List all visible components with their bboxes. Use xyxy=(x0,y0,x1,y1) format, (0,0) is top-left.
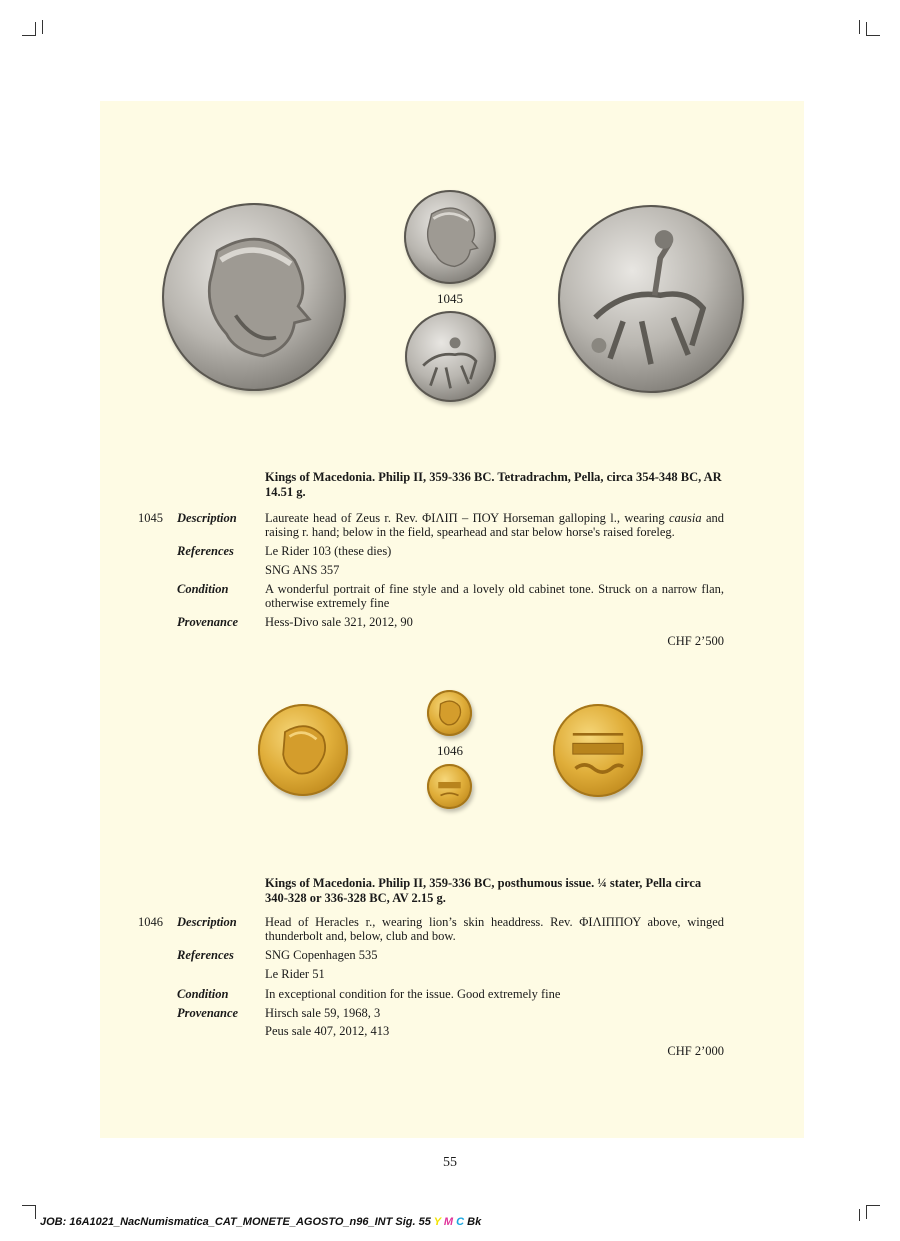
lot-1046-obverse-small-image xyxy=(427,690,472,736)
heracles-head-icon xyxy=(258,704,348,796)
page-number: 55 xyxy=(443,1155,457,1170)
lot-1046-number: 1046 xyxy=(138,915,163,929)
lot-1046-image-label: 1046 xyxy=(437,743,463,758)
job-slug-black: Bk xyxy=(467,1216,482,1228)
lot-1046-price: CHF 2’000 xyxy=(667,1044,724,1058)
lot-1046-obverse-large-image xyxy=(258,704,348,796)
lot-1046-provenance-1: Hirsch sale 59, 1968, 3 xyxy=(265,1006,381,1020)
lot-1045-provenance-1: Hess-Divo sale 321, 2012, 90 xyxy=(265,615,413,629)
lot-1045-image-label: 1045 xyxy=(437,291,463,306)
lot-1045-description-emphasis: causia xyxy=(668,511,702,525)
lot-1046-reverse-small-image xyxy=(427,764,472,809)
horseman-small-icon xyxy=(405,311,496,402)
lot-1045-reference-1: Le Rider 103 (these dies) xyxy=(265,544,392,558)
lot-1046-description: Head of Heracles r., wearing lion’s skin headdress. Rev. ΦΙΛΙΠΠΟΥ above, winged thunderbolt and, below, club and bow. xyxy=(265,915,724,943)
zeus-head-small-icon xyxy=(404,190,496,284)
lot-1045-references-label: References xyxy=(177,544,234,558)
lot-1045-number: 1045 xyxy=(138,511,163,525)
zeus-head-icon xyxy=(162,203,346,391)
lot-1045-condition: A wonderful portrait of fine style and a lovely old cabinet tone. Struck on a narrow flan, otherwise extremely fine xyxy=(265,582,724,610)
lot-1046-references-label: References xyxy=(177,948,234,962)
lot-1045-description-start: Laureate head of Zeus r. Rev. ΦΙΛΙΠ – ΠΟΥ Horseman galloping l., wearing xyxy=(265,511,669,525)
job-slug-line xyxy=(40,1216,481,1228)
lot-1045-description-end: and raising r. hand; below in the field, spearhead and star below horse's raised foreleg. xyxy=(265,511,724,539)
lot-1045-reference-2: SNG ANS 357 xyxy=(265,563,340,577)
job-slug-magenta: M xyxy=(443,1216,454,1228)
lot-1045-title: Kings of Macedonia. Philip II, 359-336 BC. Tetradrachm, Pella, circa 354-348 BC, AR 14.51 g. xyxy=(265,470,722,499)
lot-1046-title: Kings of Macedonia. Philip II, 359-336 BC, posthumous issue. ¼ stater, Pella circa 340-328 or 336-328 BC, AV 2.15 g. xyxy=(265,876,702,905)
lot-1046-description-label: Description xyxy=(177,915,237,929)
lot-1045-reverse-large-image xyxy=(558,205,744,393)
job-slug-text: JOB: 16A1021_NacNumismatica_CAT_MONETE_AGOSTO_n96_INT Sig. 55 xyxy=(40,1216,431,1228)
lot-1045-obverse-large-image xyxy=(162,203,346,391)
lot-1046-reverse-large-image xyxy=(553,704,643,797)
lot-1046-provenance-label: Provenance xyxy=(177,1006,239,1020)
lot-1045-condition-label: Condition xyxy=(177,582,229,596)
lot-1045-description-label: Description xyxy=(177,511,237,525)
job-slug-yellow: Y xyxy=(433,1216,441,1228)
lot-1046-condition-label: Condition xyxy=(177,987,229,1001)
lot-1046-condition: In exceptional condition for the issue. Good extremely fine xyxy=(265,987,561,1001)
lot-1045-provenance-label: Provenance xyxy=(177,615,239,629)
job-slug-cyan: C xyxy=(456,1216,465,1228)
heracles-head-small-icon xyxy=(427,690,472,736)
lot-1045-obverse-small-image xyxy=(404,190,496,284)
lot-1045-reverse-small-image xyxy=(405,311,496,402)
horseman-icon xyxy=(558,205,744,393)
lot-1046-provenance-2: Peus sale 407, 2012, 413 xyxy=(265,1024,390,1038)
thunderbolt-icon xyxy=(553,704,643,797)
thunderbolt-small-icon xyxy=(427,764,472,809)
lot-1045-description xyxy=(265,511,724,539)
lot-1046-reference-1: SNG Copenhagen 535 xyxy=(265,948,378,962)
lot-1046-reference-2: Le Rider 51 xyxy=(265,967,325,981)
lot-1045-price: CHF 2’500 xyxy=(667,634,724,648)
